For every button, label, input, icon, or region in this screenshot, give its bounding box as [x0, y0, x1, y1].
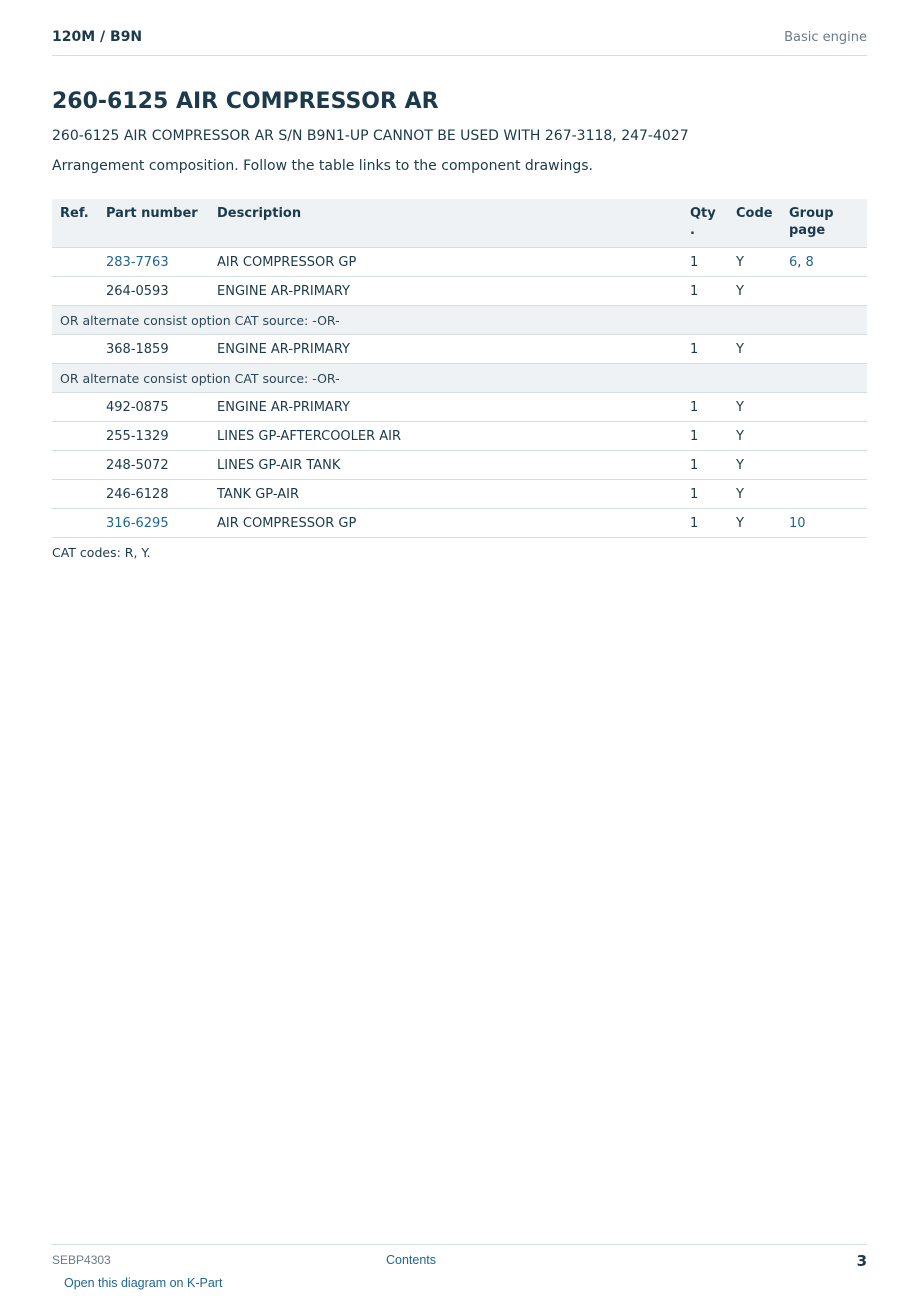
- ref-cell: [52, 480, 98, 509]
- header-ref: Ref.: [52, 199, 98, 248]
- group-page-cell: [781, 335, 867, 364]
- qty-cell: 1: [682, 480, 728, 509]
- part-number-cell: [98, 393, 209, 422]
- header-group-line1: Group: [789, 206, 834, 221]
- page-number: 3: [856, 1252, 867, 1270]
- qty-cell: 1: [682, 277, 728, 306]
- part-number-cell[interactable]: [98, 509, 209, 538]
- contents-link[interactable]: Contents: [386, 1253, 437, 1267]
- description-cell: LINES GP-AFTERCOOLER AIR: [209, 422, 682, 451]
- qty-cell: 1: [682, 248, 728, 277]
- parts-table: [52, 199, 867, 538]
- table-row: [52, 480, 867, 509]
- description-cell: LINES GP-AIR TANK: [209, 451, 682, 480]
- ref-cell: [52, 393, 98, 422]
- part-number-link[interactable]: 283-7763: [106, 254, 169, 270]
- code-cell: Y: [728, 509, 781, 538]
- qty-cell: 1: [682, 335, 728, 364]
- code-cell: Y: [728, 335, 781, 364]
- code-cell: Y: [728, 422, 781, 451]
- table-header-row: [52, 199, 867, 248]
- header-part-number: Part number: [98, 199, 209, 248]
- header-code: Code: [728, 199, 781, 248]
- part-number-cell: [98, 277, 209, 306]
- page-header: [52, 28, 867, 56]
- code-cell: Y: [728, 480, 781, 509]
- page-footer: [52, 1244, 867, 1275]
- group-page-cell: 6, 8: [781, 248, 867, 277]
- group-page-cell: [781, 451, 867, 480]
- part-number-cell: [98, 422, 209, 451]
- alternate-option-row: [52, 306, 867, 335]
- section-name: Basic engine: [784, 30, 867, 45]
- parts-table-body: [52, 248, 867, 538]
- table-row: [52, 422, 867, 451]
- part-number: 255-1329: [106, 428, 169, 444]
- table-row: [52, 509, 867, 538]
- ref-cell: [52, 509, 98, 538]
- table-row: [52, 277, 867, 306]
- code-cell: Y: [728, 248, 781, 277]
- qty-cell: 1: [682, 451, 728, 480]
- code-cell: Y: [728, 277, 781, 306]
- table-row: [52, 393, 867, 422]
- part-number-cell: [98, 451, 209, 480]
- document-id: SEBP4303: [52, 1253, 111, 1267]
- ref-cell: [52, 422, 98, 451]
- part-number: 248-5072: [106, 457, 169, 473]
- table-row: [52, 451, 867, 480]
- description-cell: ENGINE AR-PRIMARY: [209, 393, 682, 422]
- group-page-cell: [781, 480, 867, 509]
- part-number-link[interactable]: 316-6295: [106, 515, 169, 531]
- ref-cell: [52, 451, 98, 480]
- header-qty: [682, 199, 728, 248]
- part-number-cell: [98, 335, 209, 364]
- part-number: 264-0593: [106, 283, 169, 299]
- group-page-cell: [781, 277, 867, 306]
- header-qty-line1: Qty: [690, 206, 716, 221]
- description-cell: AIR COMPRESSOR GP: [209, 248, 682, 277]
- qty-cell: 1: [682, 509, 728, 538]
- qty-cell: 1: [682, 393, 728, 422]
- group-page-link[interactable]: 10: [789, 515, 806, 531]
- table-row: [52, 335, 867, 364]
- alternate-option-note: OR alternate consist option CAT source: -OR-: [52, 364, 867, 393]
- code-cell: Y: [728, 393, 781, 422]
- ref-cell: [52, 277, 98, 306]
- page-subtitle: 260-6125 AIR COMPRESSOR AR S/N B9N1-UP CANNOT BE USED WITH 267-3118, 247-4027: [52, 128, 689, 144]
- part-number: 368-1859: [106, 341, 169, 357]
- group-page-link[interactable]: 6: [789, 254, 798, 270]
- group-page-cell: [781, 509, 867, 538]
- header-qty-line2: .: [690, 223, 695, 238]
- group-page-link[interactable]: 8: [805, 254, 814, 270]
- alternate-option-note: OR alternate consist option CAT source: -OR-: [52, 306, 867, 335]
- code-cell: Y: [728, 451, 781, 480]
- part-number: 492-0875: [106, 399, 169, 415]
- header-group-page: [781, 199, 867, 248]
- header-group-line2: page: [789, 223, 826, 238]
- open-kpart-link[interactable]: Open this diagram on K-Part: [64, 1276, 223, 1290]
- part-number-cell: [98, 480, 209, 509]
- group-page-cell: [781, 393, 867, 422]
- description-cell: AIR COMPRESSOR GP: [209, 509, 682, 538]
- cat-codes-note: CAT codes: R, Y.: [52, 545, 151, 560]
- ref-cell: [52, 248, 98, 277]
- intro-text: Arrangement composition. Follow the table links to the component drawings.: [52, 158, 593, 174]
- part-number-cell[interactable]: [98, 248, 209, 277]
- group-page-cell: [781, 422, 867, 451]
- qty-cell: 1: [682, 422, 728, 451]
- ref-cell: [52, 335, 98, 364]
- model-breadcrumb: 120M / B9N: [52, 29, 143, 45]
- header-description: Description: [209, 199, 682, 248]
- description-cell: ENGINE AR-PRIMARY: [209, 335, 682, 364]
- alternate-option-row: [52, 364, 867, 393]
- description-cell: ENGINE AR-PRIMARY: [209, 277, 682, 306]
- table-row: [52, 248, 867, 277]
- description-cell: TANK GP-AIR: [209, 480, 682, 509]
- part-number: 246-6128: [106, 486, 169, 502]
- page-title: 260-6125 AIR COMPRESSOR AR: [52, 89, 439, 114]
